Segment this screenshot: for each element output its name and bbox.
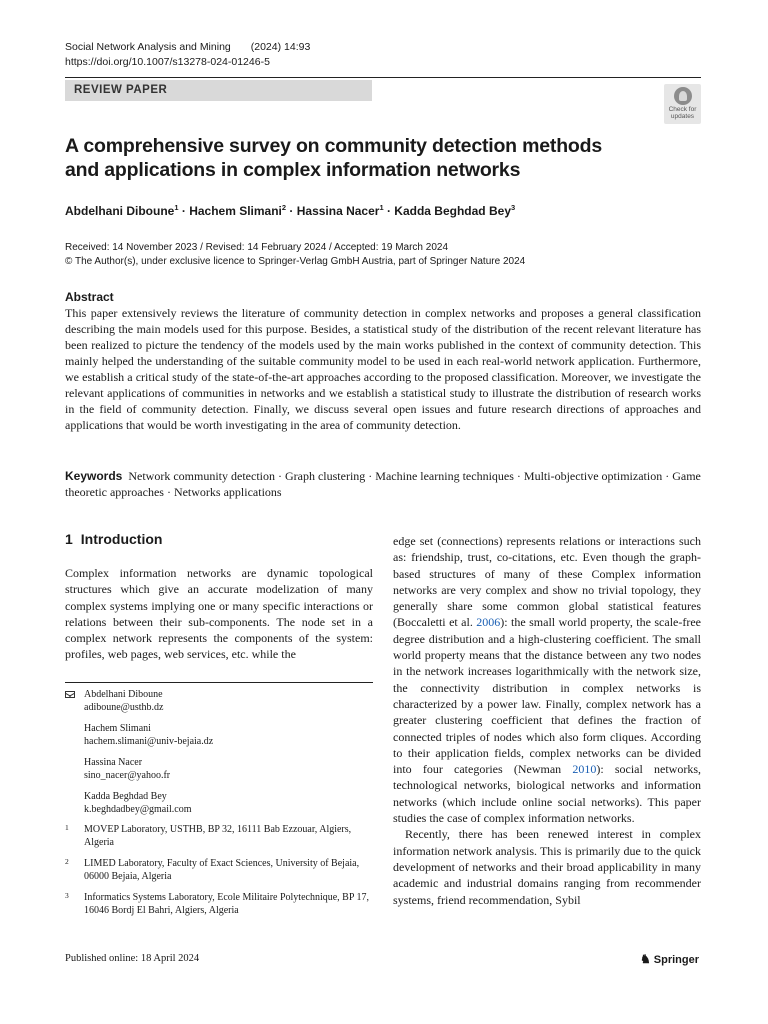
intro-text: ): the small world property, the scale-free degree distribution and a high-clustering coefficient. The small world property means that the distance between any two nodes in the network increases logarithmically with the network size, the connectivity distribution in complex networks is characterized by a power law. Finally, complex network has a greater clustering coefficient that defines the fraction of connected triples of nodes which also form cliques. According to their application fields, complex networks can be divided into four categories (Newman xyxy=(393,615,702,777)
envelope-icon xyxy=(65,691,75,698)
citation-link[interactable]: 2006 xyxy=(476,615,501,630)
author-list: Abdelhani Diboune$^1$ · Hachem Slimani$^2$ · Hassina Nacer$^1$ · Kadda Beghdad Bey$^3$ xyxy=(65,203,516,218)
intro-paragraph: Recently, there has been renewed interest in complex information network analysis. This is primarily due to the quick development of networks and their broad applicability in many academic and industrial domains ranging from recommender systems, friend recommendation, Sybil xyxy=(393,827,701,907)
author-name: Kadda Beghdad Bey xyxy=(394,204,511,218)
springer-horse-icon: ♞ xyxy=(640,952,651,966)
author-name: Hachem Slimani xyxy=(189,204,282,218)
affiliation-text: LIMED Laboratory, Faculty of Exact Sciences, University of Bejaia, 06000 Bejaia, Algeria xyxy=(84,858,360,882)
section-heading xyxy=(65,531,162,547)
intro-text: ): social networks, technological networks, biological networks and information networks (which include online social networks). This paper studies the case of complex information networks. xyxy=(393,762,701,826)
affiliation-text: Informatics Systems Laboratory, Ecole Militaire Polytechnique, BP 17, 16046 Bordj El Bahri, Algiers, Algeria xyxy=(84,892,370,916)
contact-name: Kadda Beghdad Bey xyxy=(84,791,167,802)
journal-volume: (2024) 14:93 xyxy=(250,41,311,53)
affiliation-number: 1 xyxy=(65,823,69,832)
abstract-text: This paper extensively reviews the literature of community detection in complex networks and proposes a general classification describing the main models used for this purpose. Besides, a statistical study of the distribution of the recent relevant literature has been realized to picture the tendency of the models used by the main works published in the context of community detection. This mainly helped the understanding of the suitable community model to be used in each real-world network application. Furthermore, we establish a critical study of the state-of-the-art approaches according to the proposed classification. Moreover, we investigate the relevant applications of communities in networks and we establish a statistical study to illustrate the distribution of research works in the field of community detection. Finally, we discuss several open issues and future research directions of approaches and applications that would be worth investigating in the area of community detection. xyxy=(65,306,701,432)
contact-entry xyxy=(65,689,373,714)
contact-entry xyxy=(65,723,373,748)
check-updates-icon xyxy=(674,87,692,105)
intro-right-column xyxy=(393,533,701,908)
citation-link[interactable]: 2010 xyxy=(572,762,597,777)
copyright-line: © The Author(s), under exclusive licence to Springer-Verlag GmbH Austria, part of Springer Nature 2024 xyxy=(65,256,526,267)
intro-text: edge set (connections) represents relations or interactions such as: friendship, trust, co-citations, etc. Even though the graph-based structures of many of these Complex information networks are very complex and show no trivial topology, they generally share some common global statistical features (Boccaletti et al. xyxy=(393,534,701,630)
publisher-logo xyxy=(640,952,699,966)
author-name: Hassina Nacer xyxy=(296,204,380,218)
section-number: 1 xyxy=(65,531,73,547)
affiliation-entry xyxy=(65,892,373,917)
affiliation-entry xyxy=(65,858,373,883)
affiliation-list xyxy=(65,824,373,926)
publisher-name: Springer xyxy=(653,954,699,966)
check-for-updates-badge[interactable] xyxy=(664,84,701,124)
contact-name: Abdelhani Diboune xyxy=(84,689,163,700)
journal-name: Social Network Analysis and Mining xyxy=(65,41,231,53)
contact-entry xyxy=(65,791,373,816)
contact-email[interactable]: adiboune@usthb.dz xyxy=(84,701,164,713)
doi-link[interactable]: https://doi.org/10.1007/s13278-024-01246-5 xyxy=(65,56,270,68)
published-online: Published online: 18 April 2024 xyxy=(65,953,200,964)
keywords-text: Network community detection · Graph clustering · Machine learning techniques · Multi-objective optimization · Game theoretic approaches · Networks applications xyxy=(65,469,701,499)
author-affiliation-marker: 3 xyxy=(511,203,516,212)
section-title: Introduction xyxy=(80,531,163,547)
header-rule xyxy=(65,77,701,78)
abstract-heading: Abstract xyxy=(65,290,114,304)
affiliation-entry xyxy=(65,824,373,849)
intro-left-column: Complex information networks are dynamic topological structures which give an accurate modelization of many complex systems implying one or many specific interactions or relations between their sub-components. The node set in a complex network represents the components of the system: profiles, web pages, web services, etc. while the xyxy=(65,566,373,662)
received-dates: Received: 14 November 2023 / Revised: 14 February 2024 / Accepted: 19 March 2024 xyxy=(65,242,449,253)
author-name: Abdelhani Diboune xyxy=(65,204,175,218)
contact-name: Hassina Nacer xyxy=(84,757,143,768)
keywords-label: Keywords xyxy=(65,469,123,483)
author-affiliation-marker: 2 xyxy=(281,203,287,212)
affiliation-text: MOVEP Laboratory, USTHB, BP 32, 16111 Bab Ezzouar, Algiers, Algeria xyxy=(84,824,352,848)
author-affiliation-marker: 1 xyxy=(174,203,179,212)
footnote-rule xyxy=(65,682,373,683)
contact-email[interactable]: sino_nacer@yahoo.fr xyxy=(84,769,171,781)
affiliation-number: 3 xyxy=(65,891,69,900)
check-updates-label: Check for updates xyxy=(668,106,697,120)
publication-history xyxy=(65,241,525,269)
review-paper-badge: REVIEW PAPER xyxy=(65,80,372,101)
author-affiliation-marker: 1 xyxy=(379,203,384,212)
keywords-block xyxy=(65,468,701,500)
corresponding-authors xyxy=(65,689,373,825)
contact-email[interactable]: k.beghdadbey@gmail.com xyxy=(84,803,192,815)
affiliation-number: 2 xyxy=(65,857,69,866)
contact-entry xyxy=(65,757,373,782)
contact-name: Hachem Slimani xyxy=(84,723,151,734)
intro-paragraph xyxy=(393,533,701,826)
paper-title: A comprehensive survey on community detection methods and applications in complex information networks xyxy=(65,135,602,181)
journal-line xyxy=(65,41,310,53)
contact-email[interactable]: hachem.slimani@univ-bejaia.dz xyxy=(84,735,214,747)
